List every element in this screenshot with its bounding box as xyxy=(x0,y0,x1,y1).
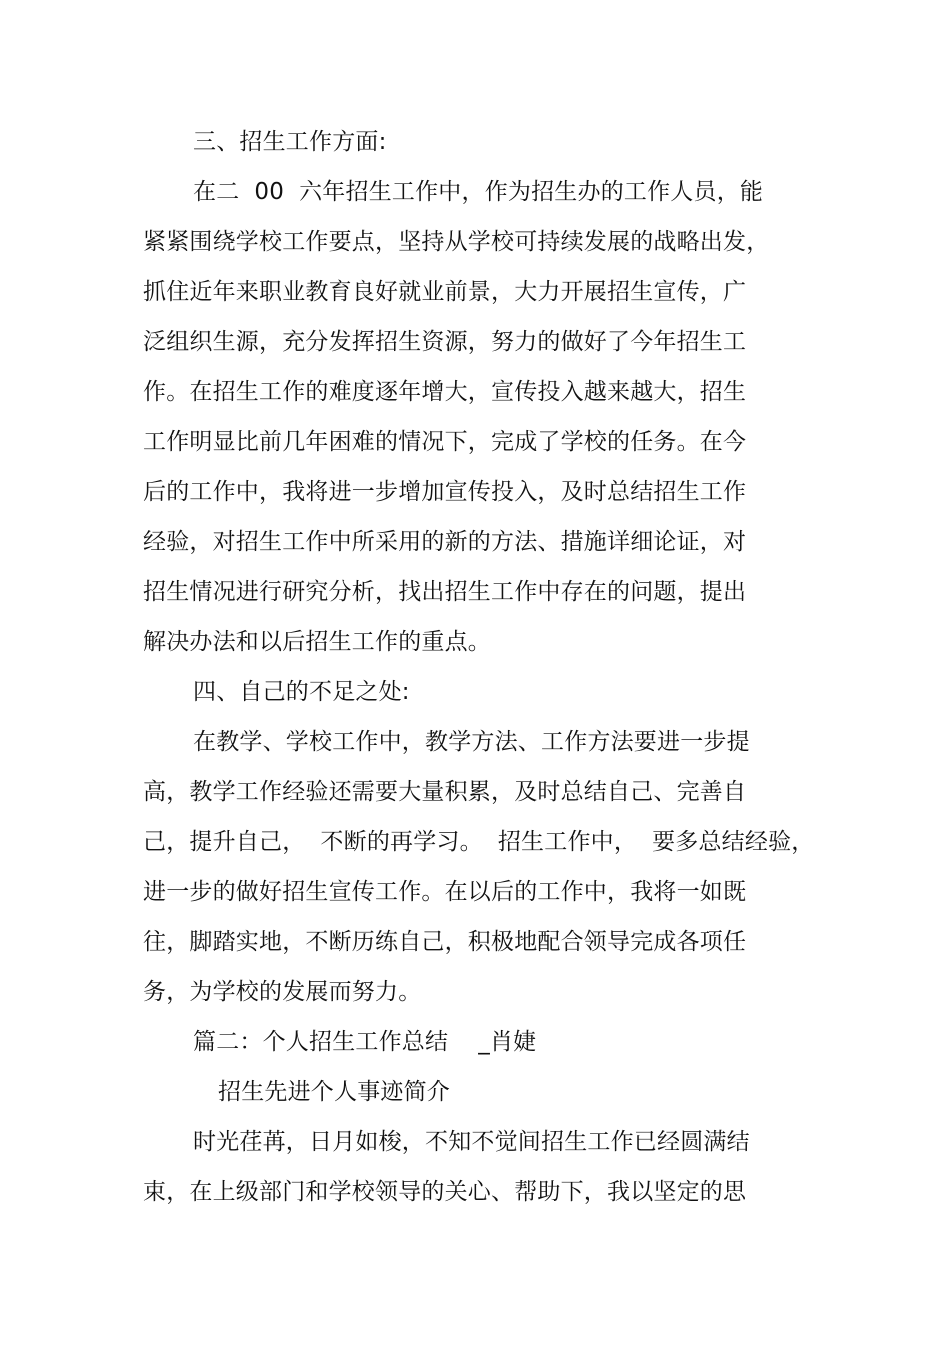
paragraph-line: 高，教学工作经验还需要大量积累，及时总结自己、完善自 xyxy=(143,779,747,805)
paragraph-line: 解决办法和以后招生工作的重点。 xyxy=(143,629,491,655)
paragraph-line: 己，提升自己， 不断的再学习。 招生工作中， 要多总结经验， xyxy=(143,829,815,855)
paragraph-line: 束，在上级部门和学校领导的关心、帮助下，我以坚定的思 xyxy=(143,1179,747,1205)
section-heading-shortcomings: 四、自己的不足之处: xyxy=(193,679,410,705)
paragraph-line: 经验，对招生工作中所采用的新的方法、措施详细论证，对 xyxy=(143,529,747,555)
paragraph-line: 泛组织生源，充分发挥招生资源，努力的做好了今年招生工 xyxy=(143,329,747,355)
paragraph-line: 工作明显比前几年困难的情况下，完成了学校的任务。在今 xyxy=(143,429,747,455)
paragraph-line: 在二 00 六年招生工作中，作为招生办的工作人员，能 xyxy=(193,179,764,205)
paragraph-line: 时光荏苒，日月如梭，不知不觉间招生工作已经圆满结 xyxy=(193,1129,750,1155)
section-heading-recruitment: 三、招生工作方面: xyxy=(193,129,387,155)
paragraph-line: 务，为学校的发展而努力。 xyxy=(143,979,422,1005)
paragraph-line: 进一步的做好招生宣传工作。在以后的工作中，我将一如既 xyxy=(143,879,747,905)
paragraph-line: 抓住近年来职业教育良好就业前景，大力开展招生宣传，广 xyxy=(143,279,747,305)
paragraph-line: 招生情况进行研究分析，找出招生工作中存在的问题，提出 xyxy=(143,579,747,605)
paragraph-line: 在教学、学校工作中，教学方法、工作方法要进一步提 xyxy=(193,729,750,755)
paragraph-line: 往，脚踏实地，不断历练自己，积极地配合领导完成各项任 xyxy=(143,929,747,955)
article-title: 篇二：个人招生工作总结 _肖婕 xyxy=(193,1029,537,1055)
article-subtitle: 招生先进个人事迹简介 xyxy=(218,1079,450,1105)
paragraph-line: 后的工作中，我将进一步增加宣传投入，及时总结招生工作 xyxy=(143,479,747,505)
paragraph-line: 作。在招生工作的难度逐年增大，宣传投入越来越大，招生 xyxy=(143,379,747,405)
paragraph-line: 紧紧围绕学校工作要点，坚持从学校可持续发展的战略出发， xyxy=(143,229,770,255)
